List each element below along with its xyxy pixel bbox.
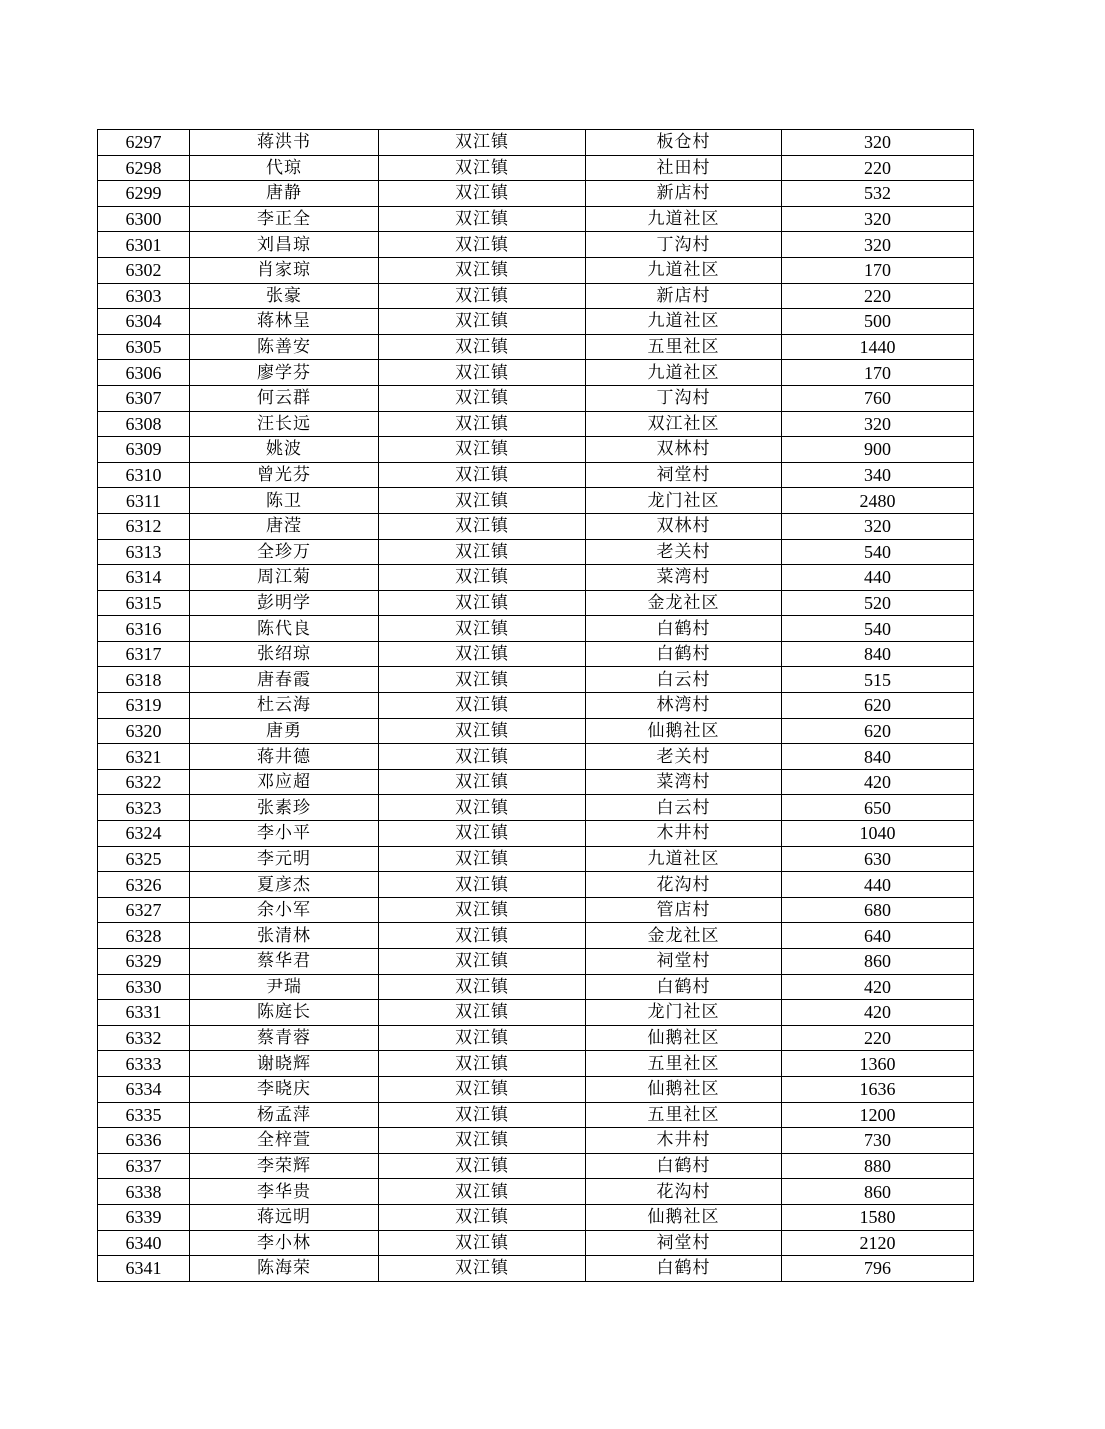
town-cell: 双江镇 (379, 872, 586, 898)
serial-number-cell: 6305 (98, 334, 190, 360)
village-cell: 白鹤村 (586, 616, 782, 642)
table-row (98, 1153, 974, 1179)
amount-cell: 500 (782, 309, 974, 335)
town-cell: 双江镇 (379, 1051, 586, 1077)
person-name-cell: 姚波 (190, 437, 379, 463)
serial-number-cell: 6329 (98, 949, 190, 975)
village-cell: 龙门社区 (586, 488, 782, 514)
amount-cell: 880 (782, 1153, 974, 1179)
person-name-cell: 夏彦杰 (190, 872, 379, 898)
table-row (98, 1000, 974, 1026)
table-row (98, 949, 974, 975)
serial-number-cell: 6314 (98, 565, 190, 591)
amount-cell: 170 (782, 360, 974, 386)
amount-cell: 320 (782, 130, 974, 156)
town-cell: 双江镇 (379, 1153, 586, 1179)
table-row (98, 1204, 974, 1230)
town-cell: 双江镇 (379, 232, 586, 258)
table-row (98, 206, 974, 232)
table-row (98, 1102, 974, 1128)
serial-number-cell: 6330 (98, 974, 190, 1000)
amount-cell: 640 (782, 923, 974, 949)
table-row (98, 1128, 974, 1154)
person-name-cell: 周江菊 (190, 565, 379, 591)
serial-number-cell: 6306 (98, 360, 190, 386)
serial-number-cell: 6336 (98, 1128, 190, 1154)
table-row (98, 257, 974, 283)
serial-number-cell: 6335 (98, 1102, 190, 1128)
village-cell: 白鹤村 (586, 1256, 782, 1282)
person-name-cell: 何云群 (190, 385, 379, 411)
person-name-cell: 陈卫 (190, 488, 379, 514)
table-row (98, 872, 974, 898)
amount-cell: 532 (782, 181, 974, 207)
person-name-cell: 刘昌琼 (190, 232, 379, 258)
amount-cell: 220 (782, 155, 974, 181)
town-cell: 双江镇 (379, 539, 586, 565)
town-cell: 双江镇 (379, 821, 586, 847)
amount-cell: 840 (782, 641, 974, 667)
person-name-cell: 蒋井德 (190, 744, 379, 770)
serial-number-cell: 6321 (98, 744, 190, 770)
table-row (98, 667, 974, 693)
town-cell: 双江镇 (379, 1076, 586, 1102)
table-row (98, 846, 974, 872)
serial-number-cell: 6324 (98, 821, 190, 847)
table-row (98, 1051, 974, 1077)
town-cell: 双江镇 (379, 974, 586, 1000)
subsidy-list-table (97, 129, 974, 1282)
person-name-cell: 杨孟萍 (190, 1102, 379, 1128)
table-row (98, 718, 974, 744)
village-cell: 双江社区 (586, 411, 782, 437)
person-name-cell: 曾光芬 (190, 462, 379, 488)
serial-number-cell: 6299 (98, 181, 190, 207)
town-cell: 双江镇 (379, 923, 586, 949)
village-cell: 白云村 (586, 667, 782, 693)
serial-number-cell: 6310 (98, 462, 190, 488)
amount-cell: 1580 (782, 1204, 974, 1230)
person-name-cell: 李荣辉 (190, 1153, 379, 1179)
village-cell: 仙鹅社区 (586, 718, 782, 744)
amount-cell: 170 (782, 257, 974, 283)
person-name-cell: 张清林 (190, 923, 379, 949)
town-cell: 双江镇 (379, 488, 586, 514)
village-cell: 老关村 (586, 744, 782, 770)
table-row (98, 565, 974, 591)
serial-number-cell: 6302 (98, 257, 190, 283)
amount-cell: 1040 (782, 821, 974, 847)
table-row (98, 641, 974, 667)
person-name-cell: 尹瑞 (190, 974, 379, 1000)
amount-cell: 440 (782, 565, 974, 591)
town-cell: 双江镇 (379, 795, 586, 821)
town-cell: 双江镇 (379, 257, 586, 283)
amount-cell: 760 (782, 385, 974, 411)
village-cell: 木井村 (586, 821, 782, 847)
village-cell: 老关村 (586, 539, 782, 565)
table-row (98, 974, 974, 1000)
town-cell: 双江镇 (379, 1128, 586, 1154)
table-row (98, 513, 974, 539)
amount-cell: 320 (782, 513, 974, 539)
serial-number-cell: 6322 (98, 769, 190, 795)
person-name-cell: 谢晓辉 (190, 1051, 379, 1077)
table-row (98, 155, 974, 181)
person-name-cell: 李晓庆 (190, 1076, 379, 1102)
person-name-cell: 李华贵 (190, 1179, 379, 1205)
person-name-cell: 肖家琼 (190, 257, 379, 283)
table-row (98, 488, 974, 514)
village-cell: 仙鹅社区 (586, 1204, 782, 1230)
table-row (98, 616, 974, 642)
serial-number-cell: 6328 (98, 923, 190, 949)
village-cell: 菜湾村 (586, 769, 782, 795)
table-body (98, 130, 974, 1282)
person-name-cell: 汪长远 (190, 411, 379, 437)
person-name-cell: 全梓萱 (190, 1128, 379, 1154)
town-cell: 双江镇 (379, 616, 586, 642)
village-cell: 金龙社区 (586, 923, 782, 949)
town-cell: 双江镇 (379, 949, 586, 975)
amount-cell: 860 (782, 949, 974, 975)
village-cell: 板仓村 (586, 130, 782, 156)
village-cell: 木井村 (586, 1128, 782, 1154)
amount-cell: 860 (782, 1179, 974, 1205)
amount-cell: 540 (782, 539, 974, 565)
serial-number-cell: 6304 (98, 309, 190, 335)
person-name-cell: 蔡青蓉 (190, 1025, 379, 1051)
person-name-cell: 全珍万 (190, 539, 379, 565)
table-row (98, 769, 974, 795)
town-cell: 双江镇 (379, 181, 586, 207)
serial-number-cell: 6319 (98, 693, 190, 719)
town-cell: 双江镇 (379, 1204, 586, 1230)
person-name-cell: 李小平 (190, 821, 379, 847)
table-row (98, 744, 974, 770)
village-cell: 白鹤村 (586, 641, 782, 667)
town-cell: 双江镇 (379, 718, 586, 744)
town-cell: 双江镇 (379, 667, 586, 693)
village-cell: 白鹤村 (586, 974, 782, 1000)
village-cell: 花沟村 (586, 872, 782, 898)
table-row (98, 411, 974, 437)
amount-cell: 650 (782, 795, 974, 821)
table-row (98, 539, 974, 565)
town-cell: 双江镇 (379, 462, 586, 488)
serial-number-cell: 6303 (98, 283, 190, 309)
person-name-cell: 张素珍 (190, 795, 379, 821)
amount-cell: 630 (782, 846, 974, 872)
town-cell: 双江镇 (379, 1230, 586, 1256)
amount-cell: 1360 (782, 1051, 974, 1077)
serial-number-cell: 6312 (98, 513, 190, 539)
person-name-cell: 张豪 (190, 283, 379, 309)
person-name-cell: 蔡华君 (190, 949, 379, 975)
table-row (98, 590, 974, 616)
village-cell: 五里社区 (586, 1051, 782, 1077)
amount-cell: 1440 (782, 334, 974, 360)
amount-cell: 2480 (782, 488, 974, 514)
serial-number-cell: 6300 (98, 206, 190, 232)
amount-cell: 1200 (782, 1102, 974, 1128)
table-row (98, 181, 974, 207)
village-cell: 花沟村 (586, 1179, 782, 1205)
village-cell: 九道社区 (586, 206, 782, 232)
table-row (98, 1179, 974, 1205)
amount-cell: 900 (782, 437, 974, 463)
town-cell: 双江镇 (379, 513, 586, 539)
table-row (98, 232, 974, 258)
table-row (98, 283, 974, 309)
person-name-cell: 李正全 (190, 206, 379, 232)
table-row (98, 130, 974, 156)
serial-number-cell: 6332 (98, 1025, 190, 1051)
serial-number-cell: 6338 (98, 1179, 190, 1205)
town-cell: 双江镇 (379, 1179, 586, 1205)
village-cell: 五里社区 (586, 334, 782, 360)
table-row (98, 1256, 974, 1282)
person-name-cell: 唐滢 (190, 513, 379, 539)
amount-cell: 1636 (782, 1076, 974, 1102)
amount-cell: 620 (782, 718, 974, 744)
person-name-cell: 廖学芬 (190, 360, 379, 386)
village-cell: 九道社区 (586, 257, 782, 283)
amount-cell: 620 (782, 693, 974, 719)
town-cell: 双江镇 (379, 846, 586, 872)
person-name-cell: 唐勇 (190, 718, 379, 744)
amount-cell: 840 (782, 744, 974, 770)
table-row (98, 309, 974, 335)
table-row (98, 462, 974, 488)
table-row (98, 795, 974, 821)
town-cell: 双江镇 (379, 1256, 586, 1282)
serial-number-cell: 6316 (98, 616, 190, 642)
town-cell: 双江镇 (379, 897, 586, 923)
serial-number-cell: 6315 (98, 590, 190, 616)
table-row (98, 1230, 974, 1256)
serial-number-cell: 6327 (98, 897, 190, 923)
amount-cell: 320 (782, 232, 974, 258)
amount-cell: 796 (782, 1256, 974, 1282)
person-name-cell: 唐春霞 (190, 667, 379, 693)
village-cell: 白云村 (586, 795, 782, 821)
serial-number-cell: 6333 (98, 1051, 190, 1077)
town-cell: 双江镇 (379, 1025, 586, 1051)
amount-cell: 540 (782, 616, 974, 642)
person-name-cell: 蒋洪书 (190, 130, 379, 156)
village-cell: 九道社区 (586, 360, 782, 386)
person-name-cell: 陈庭长 (190, 1000, 379, 1026)
table-row (98, 923, 974, 949)
town-cell: 双江镇 (379, 334, 586, 360)
amount-cell: 440 (782, 872, 974, 898)
amount-cell: 320 (782, 206, 974, 232)
table-row (98, 334, 974, 360)
village-cell: 林湾村 (586, 693, 782, 719)
person-name-cell: 李元明 (190, 846, 379, 872)
serial-number-cell: 6341 (98, 1256, 190, 1282)
village-cell: 双林村 (586, 513, 782, 539)
town-cell: 双江镇 (379, 590, 586, 616)
village-cell: 龙门社区 (586, 1000, 782, 1026)
person-name-cell: 张绍琼 (190, 641, 379, 667)
serial-number-cell: 6301 (98, 232, 190, 258)
amount-cell: 420 (782, 974, 974, 1000)
village-cell: 新店村 (586, 181, 782, 207)
serial-number-cell: 6318 (98, 667, 190, 693)
person-name-cell: 余小军 (190, 897, 379, 923)
serial-number-cell: 6339 (98, 1204, 190, 1230)
serial-number-cell: 6297 (98, 130, 190, 156)
serial-number-cell: 6340 (98, 1230, 190, 1256)
serial-number-cell: 6326 (98, 872, 190, 898)
table-row (98, 1025, 974, 1051)
serial-number-cell: 6331 (98, 1000, 190, 1026)
town-cell: 双江镇 (379, 744, 586, 770)
village-cell: 仙鹅社区 (586, 1076, 782, 1102)
town-cell: 双江镇 (379, 1102, 586, 1128)
village-cell: 祠堂村 (586, 1230, 782, 1256)
village-cell: 五里社区 (586, 1102, 782, 1128)
table-row (98, 821, 974, 847)
amount-cell: 680 (782, 897, 974, 923)
table-row (98, 437, 974, 463)
amount-cell: 320 (782, 411, 974, 437)
serial-number-cell: 6307 (98, 385, 190, 411)
amount-cell: 520 (782, 590, 974, 616)
person-name-cell: 李小林 (190, 1230, 379, 1256)
village-cell: 新店村 (586, 283, 782, 309)
town-cell: 双江镇 (379, 411, 586, 437)
village-cell: 白鹤村 (586, 1153, 782, 1179)
person-name-cell: 代琼 (190, 155, 379, 181)
serial-number-cell: 6320 (98, 718, 190, 744)
serial-number-cell: 6311 (98, 488, 190, 514)
serial-number-cell: 6334 (98, 1076, 190, 1102)
town-cell: 双江镇 (379, 130, 586, 156)
town-cell: 双江镇 (379, 283, 586, 309)
village-cell: 菜湾村 (586, 565, 782, 591)
serial-number-cell: 6298 (98, 155, 190, 181)
town-cell: 双江镇 (379, 360, 586, 386)
town-cell: 双江镇 (379, 309, 586, 335)
amount-cell: 730 (782, 1128, 974, 1154)
village-cell: 双林村 (586, 437, 782, 463)
table-row (98, 385, 974, 411)
village-cell: 社田村 (586, 155, 782, 181)
town-cell: 双江镇 (379, 1000, 586, 1026)
person-name-cell: 邓应超 (190, 769, 379, 795)
town-cell: 双江镇 (379, 437, 586, 463)
town-cell: 双江镇 (379, 385, 586, 411)
amount-cell: 420 (782, 1000, 974, 1026)
serial-number-cell: 6325 (98, 846, 190, 872)
amount-cell: 2120 (782, 1230, 974, 1256)
village-cell: 丁沟村 (586, 232, 782, 258)
person-name-cell: 杜云海 (190, 693, 379, 719)
serial-number-cell: 6337 (98, 1153, 190, 1179)
serial-number-cell: 6317 (98, 641, 190, 667)
amount-cell: 220 (782, 1025, 974, 1051)
serial-number-cell: 6309 (98, 437, 190, 463)
amount-cell: 515 (782, 667, 974, 693)
town-cell: 双江镇 (379, 155, 586, 181)
person-name-cell: 蒋林呈 (190, 309, 379, 335)
person-name-cell: 彭明学 (190, 590, 379, 616)
village-cell: 九道社区 (586, 309, 782, 335)
person-name-cell: 陈代良 (190, 616, 379, 642)
town-cell: 双江镇 (379, 641, 586, 667)
village-cell: 金龙社区 (586, 590, 782, 616)
town-cell: 双江镇 (379, 206, 586, 232)
village-cell: 管店村 (586, 897, 782, 923)
town-cell: 双江镇 (379, 769, 586, 795)
table-row (98, 1076, 974, 1102)
table-row (98, 897, 974, 923)
amount-cell: 220 (782, 283, 974, 309)
person-name-cell: 唐静 (190, 181, 379, 207)
serial-number-cell: 6323 (98, 795, 190, 821)
amount-cell: 340 (782, 462, 974, 488)
person-name-cell: 陈海荣 (190, 1256, 379, 1282)
amount-cell: 420 (782, 769, 974, 795)
village-cell: 丁沟村 (586, 385, 782, 411)
table-row (98, 693, 974, 719)
village-cell: 仙鹅社区 (586, 1025, 782, 1051)
town-cell: 双江镇 (379, 693, 586, 719)
serial-number-cell: 6313 (98, 539, 190, 565)
table-row (98, 360, 974, 386)
person-name-cell: 陈善安 (190, 334, 379, 360)
person-name-cell: 蒋远明 (190, 1204, 379, 1230)
town-cell: 双江镇 (379, 565, 586, 591)
village-cell: 祠堂村 (586, 462, 782, 488)
village-cell: 九道社区 (586, 846, 782, 872)
village-cell: 祠堂村 (586, 949, 782, 975)
serial-number-cell: 6308 (98, 411, 190, 437)
